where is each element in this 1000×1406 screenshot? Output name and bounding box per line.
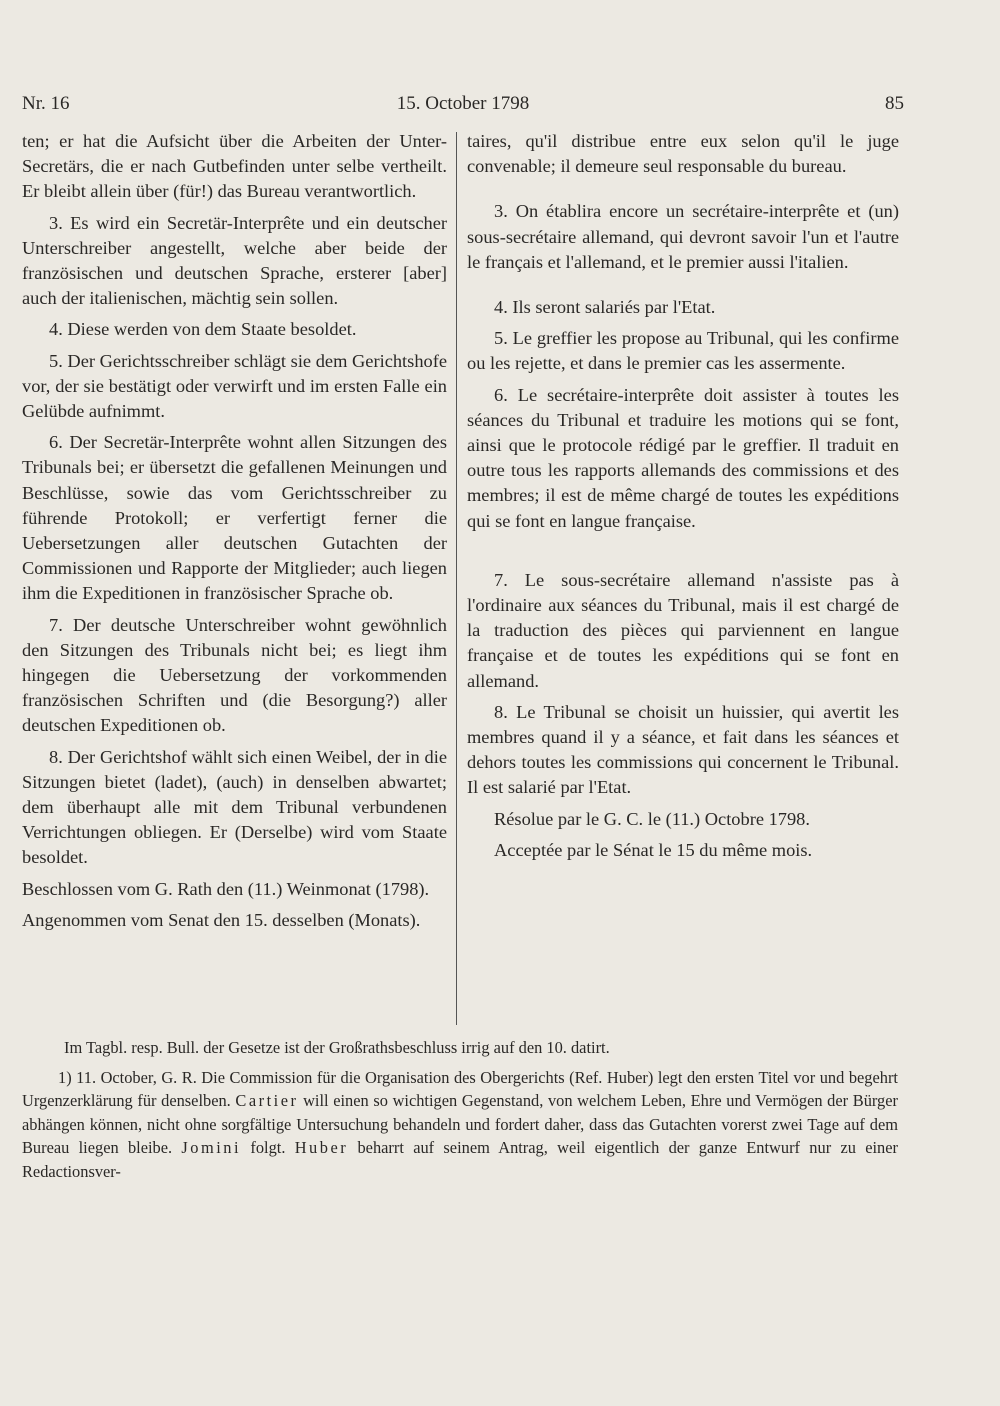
german-paragraph-8: 8. Der Gerichtshof wählt sich einen Weibel, der in die Sitzungen bietet (ladet), (auch) in denselben abwartet; dem überhaupt alle mit dem Tribunal verbundenen Verrichtungen obliegen. Er (Derselbe) wird vom Staate besoldet.	[22, 746, 447, 868]
column-divider	[456, 132, 457, 1025]
german-paragraph-4: 4. Diese werden von dem Staate besoldet.	[49, 319, 357, 340]
french-paragraph-3: 3. On établira encore un secrétaire-interprête et (un) sous-secrétaire allemand, qui devront savoir l'un et l'autre le français et l'allemand, et le premier aussi l'italien.	[467, 201, 899, 272]
page-date: 15. October 1798	[396, 93, 530, 114]
footnote-name-jomini: Jomini	[181, 1138, 242, 1158]
german-accepted-line: Angenommen vom Senat den 15. desselben (Monats).	[22, 909, 421, 930]
french-paragraph-4: 4. Ils seront salariés par l'Etat.	[494, 297, 716, 318]
footnote-part-1: 11. October, G. R. Die Commission für die Organisation des Obergerichts (Ref. Huber) legt den ersten Titel vor und begehrt Urgenzerklärung für denselben.	[22, 1068, 898, 1111]
french-paragraph-6: 6. Le secrétaire-interprête doit assister à toutes les séances du Tribunal et traduire les motions qui se font, ainsi que le protocole rédigé par le greffier. Il traduit en outre tous les rapports allemands des commissions et des membres; il est de même chargé de toutes les expéditions qui se font en langue française.	[467, 384, 899, 531]
french-paragraph-continuation: taires, qu'il distribue entre eux selon qu'il le juge convenable; il demeure seul responsable du bureau.	[467, 131, 899, 177]
french-resolved-line: Résolue par le G. C. le (11.) Octobre 1798.	[494, 808, 810, 829]
german-paragraph-3: 3. Es wird ein Secretär-Interprête und ein deutscher Unterschreiber angestellt, welche aber beide der französischen und deutschen Sprache, ersterer [aber] auch der italienischen, mächtig sein sollen.	[22, 212, 447, 309]
footnote-text	[22, 1066, 898, 1183]
german-paragraph-5: 5. Der Gerichtsschreiber schlägt sie dem Gerichtshofe vor, der sie bestätigt oder verwirft und im ersten Falle ein Gelübde aufnimmt.	[22, 350, 447, 422]
footnote	[22, 1066, 898, 1183]
french-paragraph-8: 8. Le Tribunal se choisit un huissier, qui avertit les membres quand il y a séance, et fait dans les séances et dehors toutes les commissions qui concernent le Tribunal. Il est salarié par l'Etat.	[467, 701, 899, 798]
footnote-part-3: folgt.	[250, 1138, 286, 1158]
german-resolved-line: Beschlossen vom G. Rath den (11.) Weinmonat (1798).	[22, 878, 430, 899]
german-column	[22, 129, 447, 939]
footnote-name-cartier: Cartier	[235, 1091, 299, 1111]
french-accepted-line: Acceptée par le Sénat le 15 du même mois.	[494, 839, 813, 860]
german-paragraph-6: 6. Der Secretär-Interprête wohnt allen Sitzungen des Tribunals bei; er übersetzt die gefallenen Meinungen und Beschlüsse, sowie das vom Gerichtsschreiber zu führende Protokoll; er verfertigt ferner die Uebersetzungen aller deutschen Gutachten der Commissionen und Rapporte der Mitglieder; auch liegen ihm die Expeditionen in französischer Sprache ob.	[22, 432, 447, 604]
german-paragraph-7: 7. Der deutsche Unterschreiber wohnt gewöhnlich den Sitzungen des Tribunals nicht bei; es liegt ihm hingegen die Uebersetzung der vorkommenden französischen Schriften und (die Besorgung?) aller deutschen Expeditionen ob.	[22, 614, 447, 736]
footnote-marker: 1)	[58, 1068, 72, 1087]
page-header	[22, 93, 904, 117]
french-paragraph-7: 7. Le sous-secrétaire allemand n'assiste pas à l'ordinaire aux séances du Tribunal, mais il est chargé de la traduction des pièces qui parviennent en langue française et de toutes les expéditions qui se font en allemand.	[467, 569, 899, 691]
footnote-part-4: beharrt auf seinem Antrag, weil eigentlich der ganze Entwurf nur zu einer Redactionsver-	[22, 1138, 898, 1181]
german-paragraph-continuation: ten; er hat die Aufsicht über die Arbeiten der Unter-Secretärs, die er nach Gutbefinden unter selbe vertheilt. Er bleibt allein über (für!) das Bureau verantwortlich.	[22, 131, 447, 202]
french-column	[467, 129, 899, 869]
footnote-part-2: will einen so wichtigen Gegenstand, von welchem Leben, Ehre und Vermögen der Bürger abhängen können, nicht ohne sorgfältige Untersuchung behandeln und fordert daher, dass das Gutachten vorerst zwei Tage auf dem Bureau liegen bleibe.	[22, 1091, 898, 1158]
french-paragraph-5: 5. Le greffier les propose au Tribunal, qui les confirme ou les rejette, et dans le premier cas les assermente.	[467, 328, 899, 374]
document-number: Nr. 16	[22, 93, 70, 114]
footnote-name-huber: Huber	[294, 1138, 349, 1158]
gazette-note: Im Tagbl. resp. Bull. der Gesetze ist der Großrathsbeschluss irrig auf den 10. datirt.	[64, 1038, 610, 1057]
page-number: 85	[885, 93, 904, 114]
